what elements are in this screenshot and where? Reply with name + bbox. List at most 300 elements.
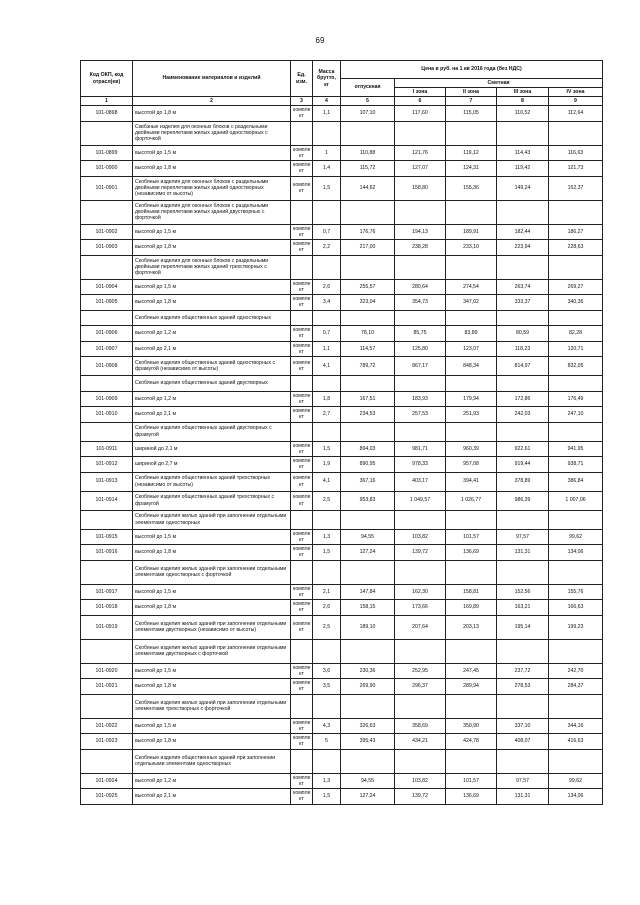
item-code: 101-0918 [81, 600, 133, 616]
price-zone4: 186,27 [549, 224, 603, 240]
item-name: высотой до 1,2 м [133, 773, 291, 789]
price-release: 894,03 [341, 441, 395, 457]
price-zone3 [497, 310, 549, 326]
price-release: 953,83 [341, 491, 395, 510]
price-zone2: 189,91 [446, 224, 497, 240]
price-zone4: 116,63 [549, 145, 603, 161]
item-code: 101-0920 [81, 663, 133, 679]
item-name: высотой до 1,8 м [133, 679, 291, 695]
price-zone1 [395, 694, 446, 718]
table-row [81, 789, 603, 805]
price-zone4: 82,28 [549, 326, 603, 342]
item-mass: 2,5 [313, 615, 341, 639]
price-zone4: 134,06 [549, 789, 603, 805]
header-zone3: III зона [497, 88, 549, 97]
price-zone1 [395, 639, 446, 663]
price-release: 323,04 [341, 295, 395, 311]
item-code [81, 560, 133, 584]
price-release: 110,88 [341, 145, 395, 161]
item-name: высотой до 1,5 м [133, 663, 291, 679]
price-zone4 [549, 560, 603, 584]
item-mass: 3,6 [313, 663, 341, 679]
price-zone3 [497, 422, 549, 441]
item-code: 101-0911 [81, 441, 133, 457]
price-release [341, 121, 395, 145]
item-unit [291, 310, 313, 326]
item-code: 101-0900 [81, 161, 133, 177]
price-zone1: 207,64 [395, 615, 446, 639]
price-release [341, 376, 395, 392]
item-mass: 3,4 [313, 295, 341, 311]
price-zone2 [446, 694, 497, 718]
item-mass: 2,2 [313, 240, 341, 256]
price-zone4: 284,37 [549, 679, 603, 695]
item-unit: компле кт [291, 529, 313, 545]
price-zone2: 957,08 [446, 457, 497, 473]
price-zone3 [497, 200, 549, 224]
table-row [81, 441, 603, 457]
item-code [81, 510, 133, 529]
price-release: 115,72 [341, 161, 395, 177]
price-zone4: 1 007,06 [549, 491, 603, 510]
price-zone1: 238,28 [395, 240, 446, 256]
price-release: 107,10 [341, 106, 395, 122]
price-zone2: 274,54 [446, 279, 497, 295]
item-name: Скобяные изделия для оконных блоков с раздельными двойными переплетами жилых зданий трехстворных с форточкой [133, 255, 291, 279]
item-unit [291, 694, 313, 718]
price-zone2: 247,45 [446, 663, 497, 679]
price-zone4 [549, 200, 603, 224]
price-zone4: 199,23 [549, 615, 603, 639]
price-zone3: 408,07 [497, 734, 549, 750]
price-zone3 [497, 749, 549, 773]
item-code: 101-0913 [81, 472, 133, 491]
item-code [81, 422, 133, 441]
item-unit [291, 200, 313, 224]
table-row [81, 679, 603, 695]
price-zone4: 112,64 [549, 106, 603, 122]
price-zone4 [549, 510, 603, 529]
item-name: Скобяные изделия жилых зданий при заполнении отдельными элементами двустворных с форточкой [133, 639, 291, 663]
col-number: 1 [81, 97, 133, 106]
price-zone1: 194,13 [395, 224, 446, 240]
item-code: 101-0916 [81, 545, 133, 561]
price-zone2: 848,34 [446, 357, 497, 376]
section-header-row [81, 200, 603, 224]
table-row [81, 176, 603, 200]
table-row [81, 663, 603, 679]
table-row [81, 734, 603, 750]
item-unit: компле кт [291, 240, 313, 256]
price-release: 326,63 [341, 718, 395, 734]
item-mass: 5 [313, 734, 341, 750]
item-code [81, 310, 133, 326]
item-name: Скобяные изделия для оконных блоков с раздельными двойными переплетами жилых зданий двустворных с форточкой [133, 200, 291, 224]
item-name: высотой до 1,5 м [133, 224, 291, 240]
item-unit: компле кт [291, 106, 313, 122]
item-mass: 1,1 [313, 341, 341, 357]
price-zone2: 289,94 [446, 679, 497, 695]
table-row [81, 391, 603, 407]
price-zone3 [497, 639, 549, 663]
item-unit [291, 121, 313, 145]
price-zone1: 257,53 [395, 407, 446, 423]
price-zone2 [446, 200, 497, 224]
item-mass [313, 560, 341, 584]
item-unit: компле кт [291, 457, 313, 473]
price-zone3 [497, 376, 549, 392]
price-zone1: 139,72 [395, 789, 446, 805]
price-zone4: 152,37 [549, 176, 603, 200]
table-row [81, 491, 603, 510]
price-zone4 [549, 376, 603, 392]
price-zone4: 269,27 [549, 279, 603, 295]
price-zone1 [395, 376, 446, 392]
item-code [81, 200, 133, 224]
item-unit: компле кт [291, 161, 313, 177]
price-zone1: 252,95 [395, 663, 446, 679]
item-unit [291, 510, 313, 529]
item-code: 101-0914 [81, 491, 133, 510]
price-zone2 [446, 376, 497, 392]
item-mass: 0,7 [313, 326, 341, 342]
price-release: 230,36 [341, 663, 395, 679]
item-name: Скобяные изделия общественных зданий трехстворных с фрамугой [133, 491, 291, 510]
table-row [81, 240, 603, 256]
item-mass: 1,3 [313, 773, 341, 789]
price-zone1: 978,33 [395, 457, 446, 473]
price-release: 789,72 [341, 357, 395, 376]
table-row [81, 161, 603, 177]
item-mass [313, 121, 341, 145]
item-name: высотой до 1,8 м [133, 734, 291, 750]
item-mass [313, 639, 341, 663]
price-zone3: 263,74 [497, 279, 549, 295]
price-zone1 [395, 749, 446, 773]
price-release: 234,53 [341, 407, 395, 423]
header-zone2: II зона [446, 88, 497, 97]
price-zone2: 124,31 [446, 161, 497, 177]
item-code: 101-0924 [81, 773, 133, 789]
price-zone1: 183,93 [395, 391, 446, 407]
price-zone4: 832,05 [549, 357, 603, 376]
item-unit: компле кт [291, 773, 313, 789]
item-unit: компле кт [291, 295, 313, 311]
item-name: высотой до 2,1 м [133, 341, 291, 357]
item-unit: компле кт [291, 600, 313, 616]
price-zone2 [446, 422, 497, 441]
item-code: 101-0907 [81, 341, 133, 357]
item-unit: компле кт [291, 679, 313, 695]
price-zone1: 103,82 [395, 773, 446, 789]
item-name: Скобяные изделия общественных зданий одностворных с фрамугой (независимо от высоты) [133, 357, 291, 376]
item-unit: компле кт [291, 224, 313, 240]
price-zone2: 394,41 [446, 472, 497, 491]
table-row [81, 279, 603, 295]
item-name: высотой до 1,5 м [133, 584, 291, 600]
price-zone1: 85,75 [395, 326, 446, 342]
item-name: Сквбзные изделия для оконных блоков с раздельными двойными переплетами жилых зданий одностворных с форточкой [133, 121, 291, 145]
price-zone1: 127,07 [395, 161, 446, 177]
table-row [81, 224, 603, 240]
price-zone3: 337,10 [497, 718, 549, 734]
table-row [81, 145, 603, 161]
item-unit: компле кт [291, 176, 313, 200]
item-name: Скобяные изделия общественных зданий двустворных [133, 376, 291, 392]
header-code: Код ОКП, код отрасл(ев) [81, 61, 133, 97]
col-number: 9 [549, 97, 603, 106]
price-zone4 [549, 121, 603, 145]
price-zone4: 416,63 [549, 734, 603, 750]
price-release [341, 255, 395, 279]
price-zone3: 97,57 [497, 773, 549, 789]
price-zone2: 101,57 [446, 773, 497, 789]
price-zone3: 97,57 [497, 529, 549, 545]
price-zone4: 99,62 [549, 529, 603, 545]
item-unit [291, 560, 313, 584]
item-mass [313, 749, 341, 773]
price-release: 176,76 [341, 224, 395, 240]
price-zone1: 981,71 [395, 441, 446, 457]
table-row [81, 457, 603, 473]
price-zone3: 922,61 [497, 441, 549, 457]
item-mass: 2,7 [313, 407, 341, 423]
col-number: 5 [341, 97, 395, 106]
price-zone1: 173,66 [395, 600, 446, 616]
table-row [81, 584, 603, 600]
item-mass: 2,6 [313, 600, 341, 616]
item-code: 101-0908 [81, 357, 133, 376]
table-row [81, 407, 603, 423]
item-mass [313, 694, 341, 718]
table-row [81, 615, 603, 639]
section-header-row [81, 255, 603, 279]
item-mass: 0,7 [313, 224, 341, 240]
item-mass: 4,3 [313, 718, 341, 734]
item-mass: 1 [313, 145, 341, 161]
item-name: высотой до 1,8 м [133, 240, 291, 256]
item-mass: 1,4 [313, 161, 341, 177]
price-release: 114,57 [341, 341, 395, 357]
price-zone1: 358,69 [395, 718, 446, 734]
price-release: 255,57 [341, 279, 395, 295]
item-name: Скобяные изделия жилых зданий при заполнении отдельными элементами одностворных [133, 510, 291, 529]
price-zone4: 938,71 [549, 457, 603, 473]
item-mass: 2,1 [313, 584, 341, 600]
table-row [81, 545, 603, 561]
price-release: 189,10 [341, 615, 395, 639]
price-zone3: 278,53 [497, 679, 549, 695]
price-zone3: 182,44 [497, 224, 549, 240]
item-mass: 4,1 [313, 357, 341, 376]
item-unit [291, 749, 313, 773]
item-mass [313, 310, 341, 326]
price-zone1 [395, 121, 446, 145]
item-code [81, 121, 133, 145]
price-release: 127,24 [341, 789, 395, 805]
price-zone2: 136,69 [446, 545, 497, 561]
price-release: 127,24 [341, 545, 395, 561]
price-release: 167,51 [341, 391, 395, 407]
price-zone2: 158,81 [446, 584, 497, 600]
item-name: высотой до 1,8 м [133, 106, 291, 122]
item-unit [291, 639, 313, 663]
table-row [81, 357, 603, 376]
item-unit: компле кт [291, 545, 313, 561]
item-mass [313, 200, 341, 224]
price-release: 269,90 [341, 679, 395, 695]
item-mass: 1,5 [313, 545, 341, 561]
price-zone1: 158,80 [395, 176, 446, 200]
item-mass: 1,5 [313, 441, 341, 457]
col-number: 3 [291, 97, 313, 106]
item-unit: компле кт [291, 584, 313, 600]
price-zone1: 403,17 [395, 472, 446, 491]
table-row [81, 341, 603, 357]
price-zone3: 333,37 [497, 295, 549, 311]
item-code: 101-0925 [81, 789, 133, 805]
header-release: отпускная [341, 79, 395, 97]
price-zone3: 814,97 [497, 357, 549, 376]
price-zone3 [497, 560, 549, 584]
price-release [341, 310, 395, 326]
price-zone1 [395, 510, 446, 529]
item-name: Скобяные изделия жилых зданий при заполнении отдельными элементами трехстворных с форточкой [133, 694, 291, 718]
item-unit: компле кт [291, 279, 313, 295]
price-zone4 [549, 255, 603, 279]
price-zone3: 919,44 [497, 457, 549, 473]
price-zone1: 121,76 [395, 145, 446, 161]
table-row [81, 295, 603, 311]
price-zone2 [446, 510, 497, 529]
price-zone4 [549, 310, 603, 326]
price-zone4: 344,16 [549, 718, 603, 734]
item-mass: 1,5 [313, 176, 341, 200]
price-zone2: 179,94 [446, 391, 497, 407]
column-number-row [81, 97, 603, 106]
item-mass: 1,5 [313, 789, 341, 805]
table-row [81, 773, 603, 789]
table-row [81, 472, 603, 491]
price-table [80, 60, 603, 805]
price-zone3: 378,89 [497, 472, 549, 491]
price-zone4: 242,70 [549, 663, 603, 679]
item-mass [313, 510, 341, 529]
price-zone1 [395, 200, 446, 224]
item-mass: 1,3 [313, 529, 341, 545]
price-zone3: 242,03 [497, 407, 549, 423]
item-code: 101-0899 [81, 145, 133, 161]
price-release [341, 749, 395, 773]
price-zone4: 120,71 [549, 341, 603, 357]
price-zone2: 101,57 [446, 529, 497, 545]
price-release: 158,15 [341, 600, 395, 616]
item-code: 101-0919 [81, 615, 133, 639]
col-number: 2 [133, 97, 291, 106]
price-zone4: 166,63 [549, 600, 603, 616]
item-unit: компле кт [291, 472, 313, 491]
item-unit: компле кт [291, 718, 313, 734]
price-zone1: 867,17 [395, 357, 446, 376]
price-zone2: 203,13 [446, 615, 497, 639]
price-zone2: 123,07 [446, 341, 497, 357]
price-zone2: 136,69 [446, 789, 497, 805]
header-price-title: Цена в руб. на 1 кв 2016 года (без НДС) [341, 61, 603, 79]
item-unit: компле кт [291, 734, 313, 750]
item-name: высотой до 1,5 м [133, 718, 291, 734]
section-header-row [81, 510, 603, 529]
col-number: 8 [497, 97, 549, 106]
item-mass: 1,1 [313, 106, 341, 122]
item-unit: компле кт [291, 663, 313, 679]
price-zone2 [446, 639, 497, 663]
price-zone1 [395, 310, 446, 326]
price-zone1: 1 049,57 [395, 491, 446, 510]
price-zone1: 434,21 [395, 734, 446, 750]
price-release: 94,55 [341, 773, 395, 789]
item-code: 101-0915 [81, 529, 133, 545]
price-zone4 [549, 422, 603, 441]
item-unit: компле кт [291, 441, 313, 457]
item-unit [291, 255, 313, 279]
price-release: 78,10 [341, 326, 395, 342]
header-unit: Ед. изм. [291, 61, 313, 97]
item-mass: 4,1 [313, 472, 341, 491]
item-name: высотой до 2,1 м [133, 789, 291, 805]
item-name: Скобяные изделия жилых зданий при заполнении отдельными элементами двустворных (независимо от высоты) [133, 615, 291, 639]
price-zone3 [497, 121, 549, 145]
price-zone2: 1 026,77 [446, 491, 497, 510]
price-release [341, 560, 395, 584]
price-zone1: 139,72 [395, 545, 446, 561]
item-name: Скобяные изделия общественных зданий одностворных [133, 310, 291, 326]
price-zone1: 125,80 [395, 341, 446, 357]
item-name: высотой до 1,5 м [133, 279, 291, 295]
price-zone3: 110,52 [497, 106, 549, 122]
item-mass: 3,5 [313, 679, 341, 695]
price-zone2 [446, 310, 497, 326]
price-zone2 [446, 121, 497, 145]
item-unit: компле кт [291, 407, 313, 423]
item-code [81, 694, 133, 718]
price-release [341, 422, 395, 441]
section-header-row [81, 694, 603, 718]
item-name: Скобяные изделия общественных зданий при заполнении отдельными элементами одностворных [133, 749, 291, 773]
price-release: 217,00 [341, 240, 395, 256]
item-mass: 2,5 [313, 491, 341, 510]
header-estimated: Сметная [395, 79, 603, 88]
price-zone4 [549, 639, 603, 663]
item-mass: 1,8 [313, 391, 341, 407]
item-code: 101-0923 [81, 734, 133, 750]
section-header-row [81, 376, 603, 392]
item-code: 101-0906 [81, 326, 133, 342]
item-code [81, 376, 133, 392]
price-zone3: 80,59 [497, 326, 549, 342]
item-unit: компле кт [291, 491, 313, 510]
section-header-row [81, 639, 603, 663]
price-zone3: 131,31 [497, 545, 549, 561]
price-zone3: 119,42 [497, 161, 549, 177]
item-name: Скобяные изделия общественных зданий двустворных с фрамугой [133, 422, 291, 441]
section-header-row [81, 422, 603, 441]
price-release [341, 639, 395, 663]
item-unit: компле кт [291, 391, 313, 407]
price-zone2 [446, 560, 497, 584]
price-zone4: 155,76 [549, 584, 603, 600]
price-release: 94,55 [341, 529, 395, 545]
price-zone2: 233,10 [446, 240, 497, 256]
